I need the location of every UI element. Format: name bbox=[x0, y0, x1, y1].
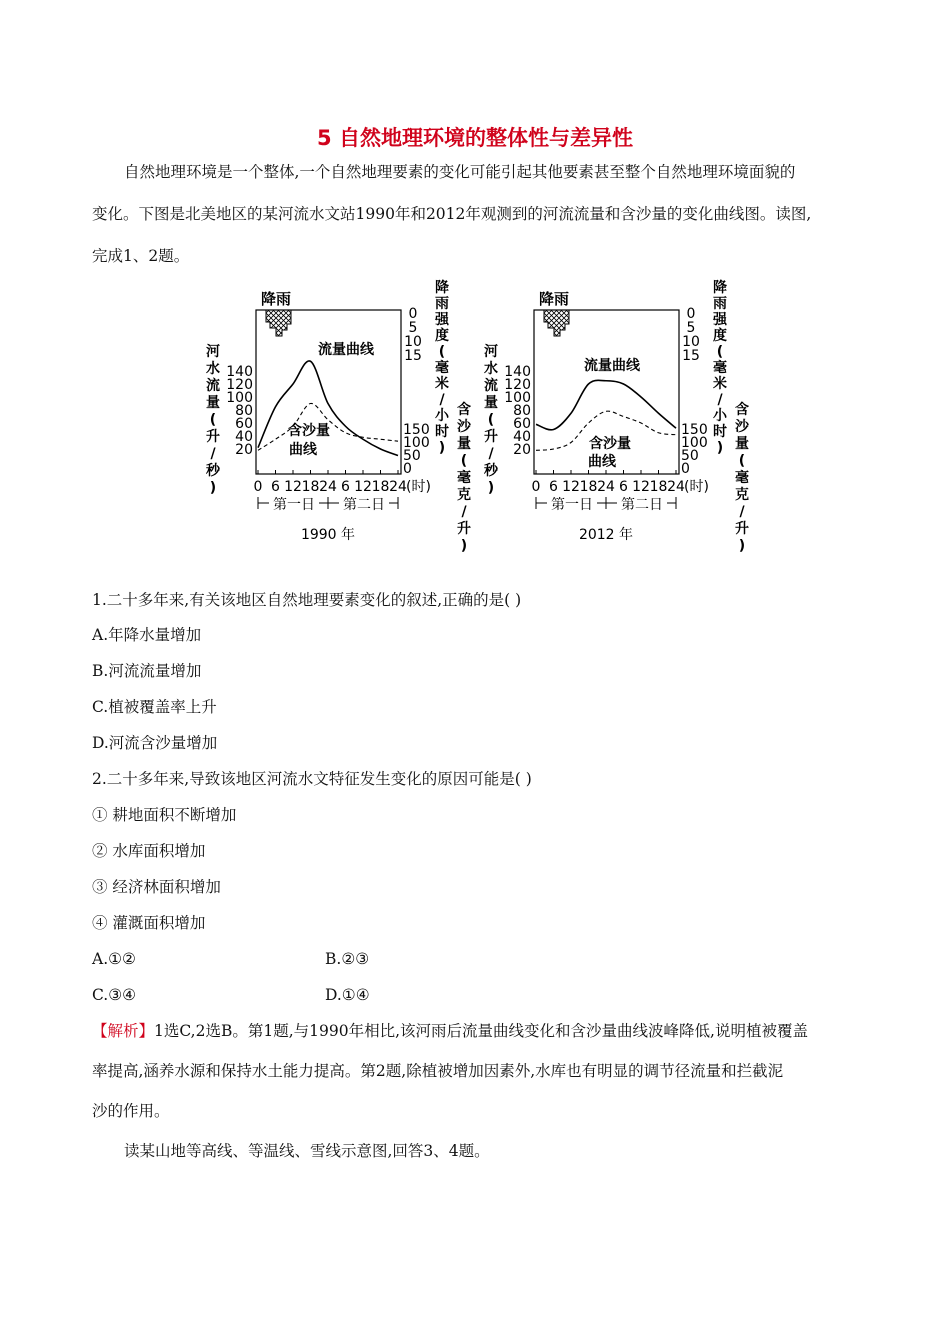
q2-option-c[interactable]: C.③④ bbox=[92, 986, 137, 1004]
sand-axis-title-char: 含 bbox=[457, 402, 471, 418]
sand-axis-title-char: 量 bbox=[457, 436, 471, 452]
flow-axis-title-char: ) bbox=[487, 480, 495, 496]
sand-axis-title-char: 克 bbox=[457, 487, 471, 503]
rain-tick-label: 0 bbox=[408, 306, 418, 322]
rain-axis-title-char: ) bbox=[438, 440, 446, 456]
rain-tick-label: 10 bbox=[404, 334, 422, 350]
rain-axis-title-char: ( bbox=[716, 344, 724, 360]
sand-axis-title-char: 沙 bbox=[457, 419, 471, 435]
rain-tick-label: 10 bbox=[682, 334, 700, 350]
flow-axis-title-char: 升 bbox=[484, 429, 498, 445]
rain-axis-title-char: 度 bbox=[435, 328, 449, 344]
chart-panel-2 bbox=[483, 279, 750, 553]
rain-axis-title-char: ( bbox=[438, 344, 446, 360]
flow-axis-title-char: 河 bbox=[484, 344, 498, 360]
sand-curve-label: 曲线 bbox=[588, 454, 616, 470]
analysis-line-3: 沙的作用。 bbox=[92, 1102, 170, 1120]
rain-axis-title-char: 强 bbox=[713, 312, 727, 328]
sand-axis-title-char: ) bbox=[738, 538, 746, 553]
flow-tick-label: 40 bbox=[513, 429, 531, 445]
sand-tick-label: 150 bbox=[681, 422, 708, 438]
x-tick-label: 12 bbox=[562, 479, 580, 495]
sand-axis-title-char: 沙 bbox=[735, 419, 749, 435]
sand-tick-label: 50 bbox=[681, 448, 699, 464]
rain-axis-title-char: ) bbox=[716, 440, 724, 456]
flow-axis-title-char: 量 bbox=[484, 395, 498, 411]
intro-line-2: 变化。下图是北美地区的某河流水文站1990年和2012年观测到的河流流量和含沙量的变化曲线图。读图, bbox=[92, 205, 812, 223]
x-tick-label: 18 bbox=[371, 479, 390, 495]
flow-curve bbox=[536, 380, 676, 430]
rain-axis-title-char: 米 bbox=[435, 376, 449, 392]
sand-axis-title-char: 量 bbox=[735, 436, 749, 452]
x-tick-label: 6 bbox=[341, 479, 350, 495]
flow-tick-label: 20 bbox=[513, 442, 531, 458]
q1-stem: 1.二十多年来,有关该地区自然地理要素变化的叙述,正确的是( ) bbox=[92, 591, 522, 609]
flow-tick-label: 140 bbox=[504, 364, 531, 380]
sand-axis-title-char: 含 bbox=[735, 402, 749, 418]
flow-axis-title-char: 秒 bbox=[484, 463, 498, 479]
flow-tick-label: 80 bbox=[513, 403, 531, 419]
flow-tick-label: 60 bbox=[235, 416, 253, 432]
analysis-line-2: 率提高,涵养水源和保持水土能力提高。第2题,除植被增加因素外,水库也有明显的调节径流量和拦截泥 bbox=[92, 1062, 784, 1080]
flow-tick-label: 100 bbox=[226, 390, 253, 406]
q1-option-d[interactable]: D.河流含沙量增加 bbox=[92, 734, 218, 752]
sand-axis-title-char: 升 bbox=[735, 521, 749, 537]
page-title: 5 自然地理环境的整体性与差异性 bbox=[317, 126, 633, 150]
rain-axis-title-char: 小 bbox=[713, 408, 727, 424]
rain-axis-title-char: 小 bbox=[435, 408, 449, 424]
flow-tick-label: 140 bbox=[226, 364, 253, 380]
q2-option-b[interactable]: B.②③ bbox=[325, 950, 370, 968]
rain-axis-title-char: 降 bbox=[435, 280, 449, 296]
sand-tick-label: 100 bbox=[403, 435, 430, 451]
rain-axis-title-char: 降 bbox=[713, 280, 727, 296]
rain-axis-title-char: 米 bbox=[713, 376, 727, 392]
x-tick-label: 6 bbox=[549, 479, 558, 495]
rain-tick-label: 15 bbox=[404, 348, 422, 364]
flow-tick-label: 40 bbox=[235, 429, 253, 445]
rain-tick-label: 5 bbox=[408, 320, 418, 336]
chart-panel-1 bbox=[205, 279, 472, 553]
x-tick-label: 24 bbox=[389, 479, 407, 495]
sand-axis-title-char: 升 bbox=[457, 521, 471, 537]
q2-item-2: ② 水库面积增加 bbox=[92, 842, 206, 860]
q2-item-1: ① 耕地面积不断增加 bbox=[92, 806, 237, 824]
rain-label: 降雨 bbox=[539, 290, 570, 308]
x-tick-label: 0 bbox=[531, 479, 541, 495]
rain-axis-title-char: 强 bbox=[435, 312, 449, 328]
flow-curve bbox=[258, 361, 398, 456]
sand-tick-label: 0 bbox=[681, 461, 690, 477]
x-tick-label: 6 bbox=[271, 479, 280, 495]
day1-label: 第一日 bbox=[273, 497, 315, 513]
x-tick-label: 18 bbox=[649, 479, 668, 495]
rain-axis-title-char: 时 bbox=[713, 424, 727, 440]
flow-curve-label: 流量曲线 bbox=[318, 342, 374, 358]
flow-tick-label: 120 bbox=[226, 377, 253, 393]
flow-axis-title-char: 水 bbox=[206, 361, 220, 377]
q2-option-d[interactable]: D.①④ bbox=[325, 986, 370, 1004]
flow-axis-title-char: ( bbox=[209, 412, 217, 428]
rain-tick-label: 5 bbox=[686, 320, 696, 336]
x-tick-label: 24 bbox=[667, 479, 685, 495]
q2-stem: 2.二十多年来,导致该地区河流水文特征发生变化的原因可能是( ) bbox=[92, 770, 532, 788]
flow-axis-title-char: 秒 bbox=[206, 463, 220, 479]
q1-option-c[interactable]: C.植被覆盖率上升 bbox=[92, 698, 217, 716]
rain-axis-title-char: / bbox=[439, 392, 445, 408]
q2-option-a[interactable]: A.①② bbox=[92, 950, 136, 968]
flow-axis-title-char: ) bbox=[209, 480, 217, 496]
x-unit-label: (时) bbox=[406, 479, 431, 495]
analysis-line-1 bbox=[92, 1021, 808, 1041]
q2-item-3: ③ 经济林面积增加 bbox=[92, 878, 221, 896]
flow-axis-title-char: 量 bbox=[206, 395, 220, 411]
flow-axis-title-char: / bbox=[210, 446, 216, 462]
q2-item-4: ④ 灌溉面积增加 bbox=[92, 914, 206, 932]
rain-label: 降雨 bbox=[261, 290, 292, 308]
flow-axis-title-char: ( bbox=[487, 412, 495, 428]
x-tick-label: 12 bbox=[284, 479, 302, 495]
sand-axis-title-char: ) bbox=[460, 538, 468, 553]
x-tick-label: 24 bbox=[597, 479, 615, 495]
q1-option-b[interactable]: B.河流流量增加 bbox=[92, 662, 202, 680]
year-label: 1990 年 bbox=[300, 527, 356, 543]
day2-label: 第二日 bbox=[621, 497, 663, 513]
rain-axis-title-char: 毫 bbox=[713, 360, 727, 376]
x-tick-label: 6 bbox=[619, 479, 628, 495]
year-label: 2012 年 bbox=[578, 527, 634, 543]
sand-axis-title-char: ( bbox=[460, 453, 468, 469]
day2-label: 第二日 bbox=[343, 497, 385, 513]
sand-axis-title-char: 毫 bbox=[457, 470, 471, 486]
sand-curve-label: 曲线 bbox=[289, 442, 317, 458]
rain-axis-title-char: / bbox=[717, 392, 723, 408]
sand-tick-label: 0 bbox=[403, 461, 412, 477]
rain-tick-label: 0 bbox=[686, 306, 696, 322]
x-tick-label: 0 bbox=[253, 479, 263, 495]
rain-axis-title-char: 雨 bbox=[713, 296, 727, 312]
analysis-text-1: 1选C,2选B。第1题,与1990年相比,该河雨后流量曲线变化和含沙量曲线波峰降低,说明植被覆盖 bbox=[154, 1022, 808, 1040]
rain-tick-label: 15 bbox=[682, 348, 700, 364]
rain-axis-title-char: 时 bbox=[435, 424, 449, 440]
flow-tick-label: 120 bbox=[504, 377, 531, 393]
flow-tick-label: 60 bbox=[513, 416, 531, 432]
flow-curve-label: 流量曲线 bbox=[584, 358, 640, 374]
flow-axis-title-char: 流 bbox=[484, 378, 498, 394]
next-prompt: 读某山地等高线、等温线、雪线示意图,回答3、4题。 bbox=[124, 1142, 490, 1160]
rain-axis-title-char: 度 bbox=[713, 328, 727, 344]
rain-bars bbox=[544, 310, 569, 336]
sand-tick-label: 100 bbox=[681, 435, 708, 451]
sand-axis-title-char: 克 bbox=[735, 487, 749, 503]
flow-axis-title-char: / bbox=[488, 446, 494, 462]
x-tick-label: 18 bbox=[301, 479, 320, 495]
flow-axis-title-char: 升 bbox=[206, 429, 220, 445]
flow-axis-title-char: 水 bbox=[484, 361, 498, 377]
day1-label: 第一日 bbox=[551, 497, 593, 513]
sand-tick-label: 150 bbox=[403, 422, 430, 438]
q1-option-a[interactable]: A.年降水量增加 bbox=[92, 626, 202, 644]
analysis-tag: 【解析】 bbox=[92, 1022, 155, 1040]
flow-axis-title-char: 流 bbox=[206, 378, 220, 394]
sand-curve-label: 含沙量 bbox=[589, 436, 631, 452]
intro-line-3: 完成1、2题。 bbox=[92, 247, 190, 265]
rain-axis-title-char: 毫 bbox=[435, 360, 449, 376]
x-unit-label: (时) bbox=[684, 479, 709, 495]
flow-axis-title-char: 河 bbox=[206, 344, 220, 360]
intro-line-1: 自然地理环境是一个整体,一个自然地理要素的变化可能引起其他要素甚至整个自然地理环境面貌的 bbox=[124, 163, 796, 181]
sand-tick-label: 50 bbox=[403, 448, 421, 464]
sand-axis-title-char: / bbox=[461, 504, 467, 520]
flow-tick-label: 20 bbox=[235, 442, 253, 458]
rain-bars bbox=[266, 310, 291, 336]
sand-curve-label: 含沙量 bbox=[288, 423, 330, 439]
sand-axis-title-char: ( bbox=[738, 453, 746, 469]
sand-axis-title-char: 毫 bbox=[735, 470, 749, 486]
flow-tick-label: 80 bbox=[235, 403, 253, 419]
sand-axis-title-char: / bbox=[739, 504, 745, 520]
x-tick-label: 24 bbox=[319, 479, 337, 495]
x-tick-label: 12 bbox=[354, 479, 372, 495]
hydrograph-figure bbox=[196, 278, 756, 553]
rain-axis-title-char: 雨 bbox=[435, 296, 449, 312]
x-tick-label: 12 bbox=[632, 479, 650, 495]
x-tick-label: 18 bbox=[579, 479, 598, 495]
flow-tick-label: 100 bbox=[504, 390, 531, 406]
